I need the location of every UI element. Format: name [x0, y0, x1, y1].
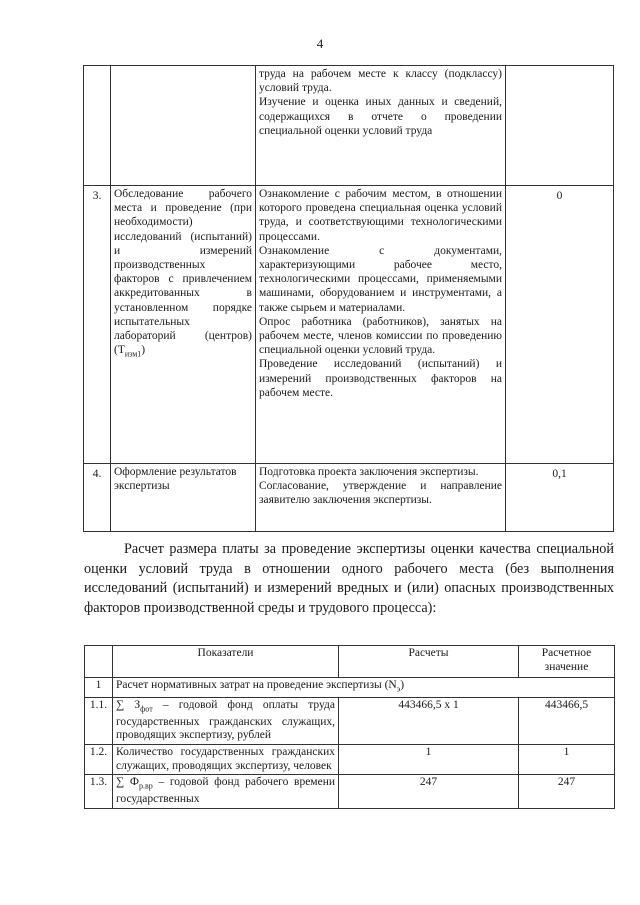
content-paragraph: Ознакомление с рабочим местом, в отношении которого проведена специальная оценка условий труда, и соответствующими технологическими процессами. — [259, 188, 502, 243]
content-cell — [256, 66, 506, 186]
header-value: Расчетное значение — [519, 646, 615, 678]
content-paragraph: труда на рабочем месте к классу (подклассу) условий труда. — [259, 68, 502, 95]
table-header-row — [85, 646, 615, 678]
calculation-table — [84, 645, 615, 809]
value-cell: 1 — [519, 744, 615, 774]
stages-table — [83, 65, 614, 532]
calculation-cell: 247 — [339, 775, 519, 808]
value-cell: 0 — [506, 186, 614, 464]
table-row — [85, 697, 615, 744]
content-paragraph: Ознакомление с документами, характеризующими рабочее место, технологическими процессами, применяемыми машинами, оборудованием и инструментами, а также сырьем и материалами. — [259, 244, 502, 314]
section-number: 1 — [85, 678, 113, 698]
row-number: 1.1. — [85, 697, 113, 744]
indicator-cell: Количество государственных гражданских служащих, проводящих экспертизу, человек — [113, 744, 339, 774]
header-calculations: Расчеты — [339, 646, 519, 678]
section-row — [85, 678, 615, 698]
row-number: 1.2. — [85, 744, 113, 774]
table-row — [84, 186, 614, 464]
table-row — [85, 744, 615, 774]
value-cell: 247 — [519, 775, 615, 808]
row-number — [84, 66, 111, 186]
content-cell — [256, 464, 506, 532]
header-indicators: Показатели — [113, 646, 339, 678]
page-number: 4 — [316, 36, 324, 51]
header-num — [85, 646, 113, 678]
calculation-cell: 443466,5 х 1 — [339, 697, 519, 744]
content-paragraph: Согласование, утверждение и направление заявителю заключения экспертизы. — [259, 480, 502, 507]
stage-text: Обследование рабочего места и проведение (при необходимости) исследований (испытаний) и измерений производственных факторов с привлечением аккредитованных в установленном порядке испытательных лабораторий (центров) — [114, 188, 252, 343]
content-paragraph: Опрос работника (работников), занятых на рабочем месте, членов комиссии по проведению специальной оценки условий труда. — [259, 315, 502, 357]
calculation-cell: 1 — [339, 744, 519, 774]
content-paragraph: Проведение исследований (испытаний) и измерений производственных факторов на рабочем месте. — [259, 358, 502, 399]
content-cell — [256, 186, 506, 464]
stage-cell — [111, 186, 256, 464]
indicator-cell: ∑ $З_{фот}$ – годовой фонд оплаты труда государственных гражданских служащих, проводящих экспертизу, рублей — [113, 697, 339, 744]
value-cell — [506, 66, 614, 186]
stage-cell — [111, 66, 256, 186]
table-row — [84, 464, 614, 532]
table-row — [84, 66, 614, 186]
content-paragraph: Подготовка проекта заключения экспертизы. — [259, 466, 479, 478]
row-number: 3. — [84, 186, 111, 464]
section-title: Расчет нормативных затрат на проведение экспертизы $(N_э)$ — [113, 678, 615, 698]
stage-symbol: $(T_{изм1})$ — [114, 344, 146, 359]
calculation-paragraph: Расчет размера платы за проведение экспертизы оценки качества специальной оценки условий труда в отношении одного рабочего места (без выполнения исследований (испытаний) и измерений вредных и (или) опасных производственных факторов производственной среды и трудового процесса): — [84, 541, 614, 616]
stage-cell: Оформление результатов экспертизы — [111, 464, 256, 532]
content-paragraph: Изучение и оценка иных данных и сведений, содержащихся в отчете о проведении специальной оценки условий труда — [259, 96, 502, 137]
value-cell: 0,1 — [506, 464, 614, 532]
indicator-symbol: ∑ $Ф_{р.вр}$ — [116, 776, 153, 791]
indicator-symbol: ∑ $З_{фот}$ — [116, 698, 153, 714]
indicator-cell: ∑ $Ф_{р.вр}$ – годовой фонд рабочего времени государственных — [113, 775, 339, 808]
table-row — [85, 775, 615, 808]
row-number: 1.3. — [85, 775, 113, 808]
row-number: 4. — [84, 464, 111, 532]
value-cell: 443466,5 — [519, 697, 615, 744]
